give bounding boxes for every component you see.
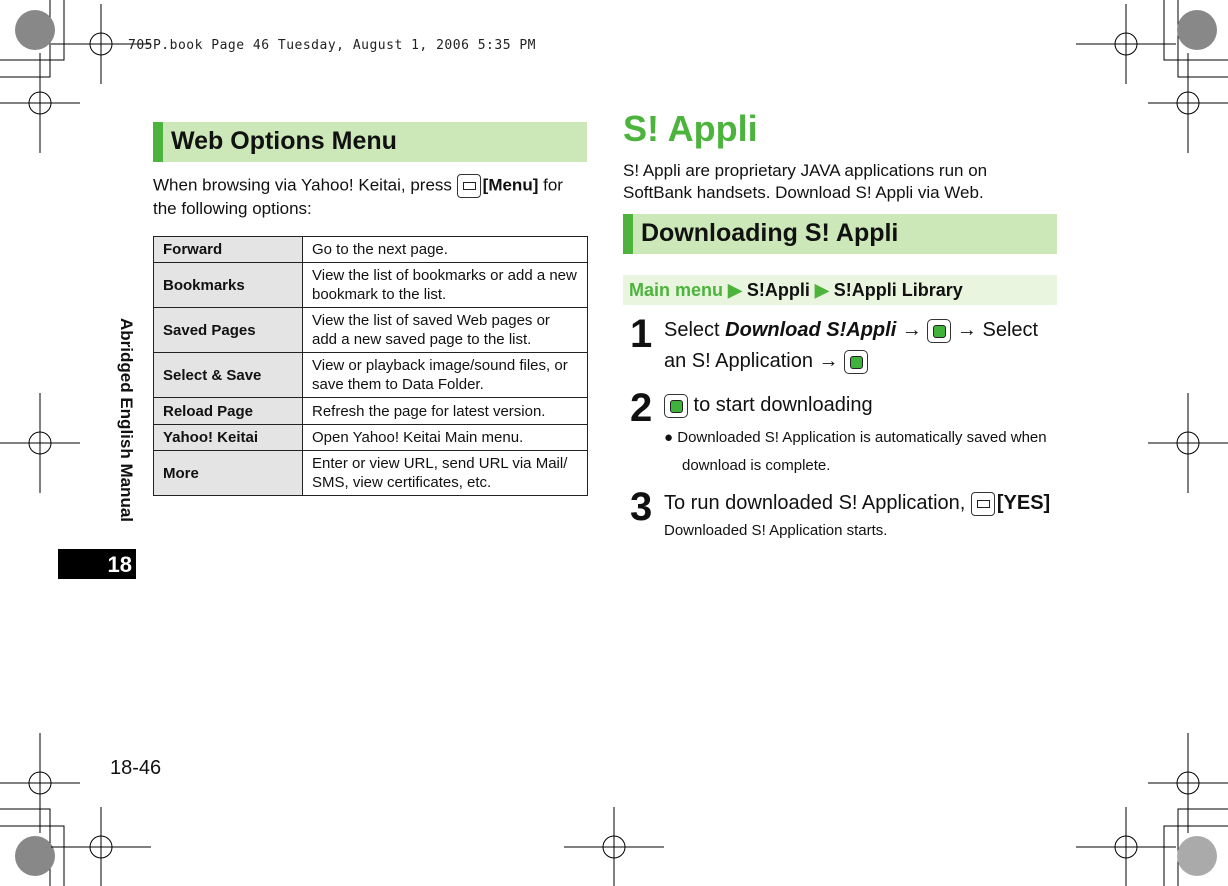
step-2 (664, 390, 1057, 421)
step-2-note (664, 424, 1057, 480)
option-description: Go to the next page. (303, 237, 588, 263)
soft-key-icon (457, 174, 481, 198)
step-text: → (896, 319, 928, 341)
web-options-table (153, 236, 588, 496)
table-row (154, 398, 588, 425)
section-title-web-options: Web Options Menu (153, 122, 587, 162)
option-description: View or playback image/sound files, or save them to Data Folder. (303, 353, 588, 398)
yes-key-label: [YES] (996, 492, 1051, 514)
option-label: Reload Page (154, 398, 303, 425)
option-description: Open Yahoo! Keitai Main menu. (303, 425, 588, 451)
menu-path-library: S!Appli Library (833, 280, 963, 300)
table-row (154, 263, 588, 308)
menu-path (623, 275, 1057, 305)
table-row (154, 237, 588, 263)
menu-path-sappli: S!Appli (746, 280, 810, 300)
page-number: 18-46 (110, 757, 162, 779)
intro-text: When browsing via Yahoo! Keitai, press (153, 175, 457, 195)
step-3 (664, 488, 1057, 519)
option-label: More (154, 451, 303, 496)
arrow-right-icon: ▶ (728, 280, 742, 300)
center-key-icon (664, 394, 688, 418)
option-description: Enter or view URL, send URL via Mail/ SMS, view certificates, etc. (303, 451, 588, 496)
option-description: View the list of saved Web pages or add a new saved page to the list. (303, 308, 588, 353)
step-1 (664, 315, 1057, 377)
web-options-intro (153, 174, 583, 220)
step-number: 3 (630, 485, 653, 529)
table-row (154, 425, 588, 451)
option-description: Refresh the page for latest version. (303, 398, 588, 425)
center-key-icon (927, 319, 951, 343)
option-label: Saved Pages (154, 308, 303, 353)
page-title: S! Appli (623, 108, 758, 149)
side-label: Abridged English Manual (117, 318, 136, 523)
intro-text-end: for the following options: (153, 175, 563, 218)
note-text: Downloaded S! Application is automatically saved when download is complete. (677, 429, 1047, 474)
step-text: to start downloading (688, 394, 873, 416)
step-3-result: Downloaded S! Application starts. (664, 522, 888, 539)
option-label: Select & Save (154, 353, 303, 398)
step-number: 1 (630, 312, 653, 356)
section-title-downloading: Downloading S! Appli (623, 214, 1057, 254)
center-key-icon (844, 350, 868, 374)
table-row (154, 308, 588, 353)
table-row (154, 451, 588, 496)
soft-key-icon (971, 492, 995, 516)
option-label: Bookmarks (154, 263, 303, 308)
step-text: Select (664, 319, 726, 341)
step-option: Download S!Appli (725, 319, 897, 341)
bullet-icon: ● (664, 429, 674, 446)
print-header: 705P.book Page 46 Tuesday, August 1, 2006 5:35 PM (128, 38, 537, 53)
chapter-number: 18 (58, 549, 136, 579)
sappli-intro: S! Appli are proprietary JAVA applications run on SoftBank handsets. Download S! Appli via Web. (623, 161, 988, 202)
step-number: 2 (630, 386, 653, 430)
option-label: Forward (154, 237, 303, 263)
step-text: → Select an S! Application → (664, 319, 1039, 372)
arrow-right-icon: ▶ (814, 280, 829, 300)
option-label: Yahoo! Keitai (154, 425, 303, 451)
menu-key-label: [Menu] (482, 175, 539, 195)
step-text: To run downloaded S! Application, (664, 492, 971, 514)
option-description: View the list of bookmarks or add a new bookmark to the list. (303, 263, 588, 308)
menu-path-main: Main menu (629, 280, 724, 300)
side-tab (108, 318, 138, 540)
table-row (154, 353, 588, 398)
